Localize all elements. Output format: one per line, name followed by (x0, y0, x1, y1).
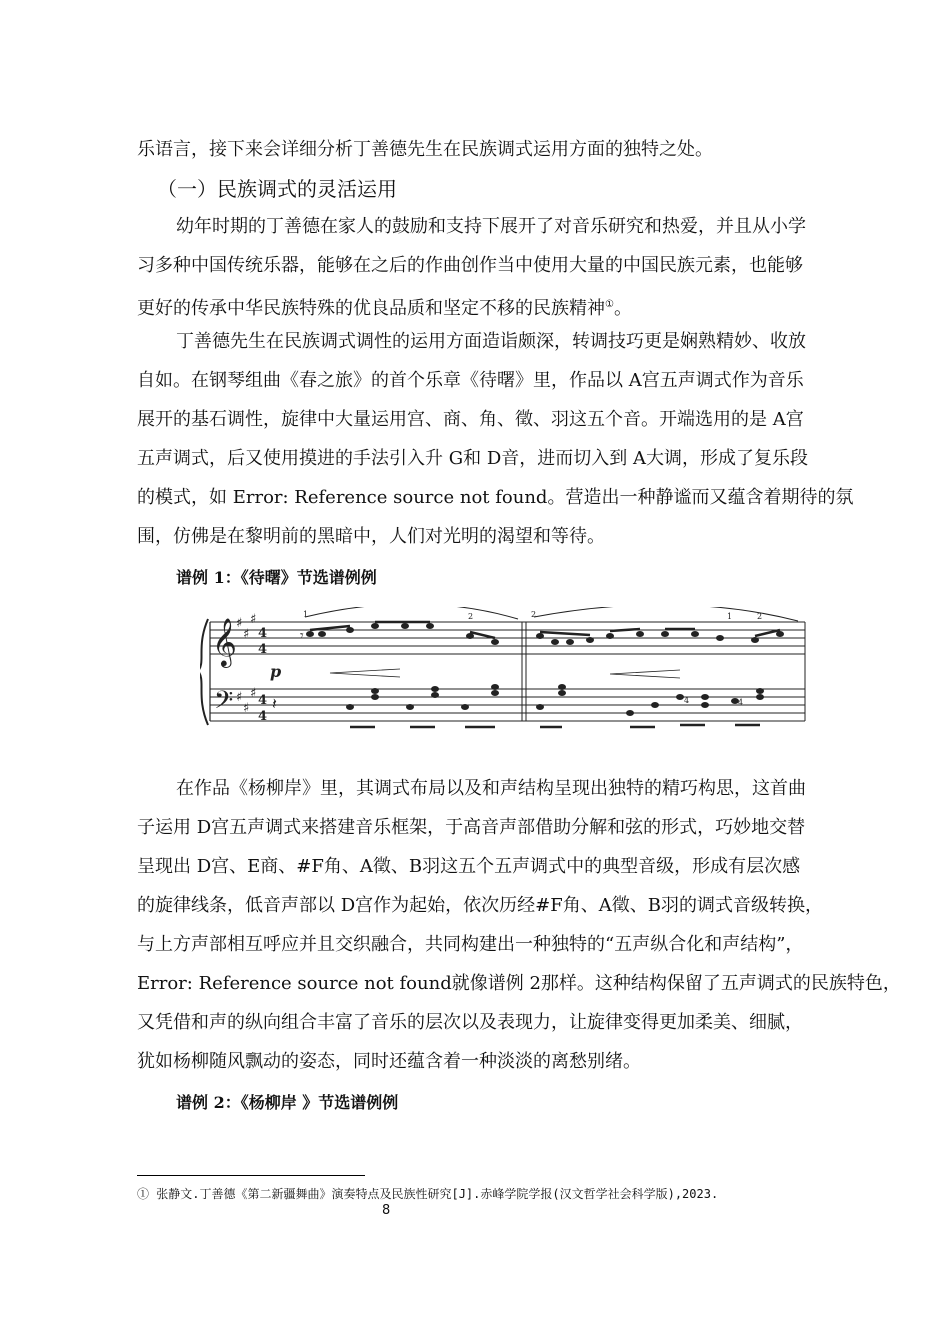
svg-text:4: 4 (258, 693, 268, 708)
paragraph-line: 乐语言，接下来会详细分析丁善德先生在民族调式运用方面的独特之处。 (137, 139, 713, 160)
footnote-rule (137, 1175, 365, 1176)
fingering: 1 (727, 612, 733, 621)
treble-clef-icon: 𝄞 (212, 617, 237, 666)
dynamic-marking: p (270, 662, 282, 681)
score-excerpt-image (200, 607, 810, 742)
paragraph-line: 在作品《杨柳岸》里，其调式布局以及和声结构呈现出独特的精巧构思，这首曲 (176, 778, 806, 799)
paragraph-line: 呈现出 D宫、E商、#F角、A徵、B羽这五个五声调式中的典型音级，形成有层次感 (137, 856, 801, 877)
fingering: 2 (757, 612, 763, 621)
rest: 𝄽 (272, 694, 277, 713)
paragraph-line: 的旋律线条，低音声部以 D宫作为起始，依次历经#F角、A徵、B羽的调式音级转换， (137, 895, 823, 916)
fingering: 2 (468, 612, 474, 621)
paragraph-line: 自如。在钢琴组曲《春之旅》的首个乐章《待曙》里，作品以 A宫五声调式作为音乐 (137, 370, 804, 391)
paragraph-line: 习多种中国传统乐器，能够在之后的作曲创作当中使用大量的中国民族元素，也能够 (137, 255, 803, 276)
rest: 𝄾 (300, 628, 304, 644)
svg-text:♯: ♯ (250, 686, 257, 701)
paragraph-line: 的模式，如 Error: Reference source not found。营造出一种静谧而又蕴含着期待的氛 (137, 487, 854, 508)
paragraph-line: 展开的基石调性，旋律中大量运用宫、商、角、徵、羽这五个音。开端选用的是 A宫 (137, 409, 804, 430)
svg-text:4: 4 (258, 709, 268, 724)
paragraph-line: 幼年时期的丁善德在家人的鼓励和支持下展开了对音乐研究和热爱，并且从小学 (176, 216, 806, 237)
fingering: 4 (684, 696, 690, 705)
footnote-mark: ① (137, 1187, 150, 1201)
svg-text:4: 4 (258, 642, 268, 657)
score-caption: 谱例 1：《待曙》节选谱例例 (176, 568, 377, 587)
decrescendo-hairpin (610, 670, 680, 678)
svg-text:♯: ♯ (236, 616, 243, 631)
footnote-ref[interactable]: ① (605, 299, 614, 310)
fingering: 1 (303, 610, 309, 619)
section-heading: （一）民族调式的灵活运用 (157, 177, 397, 201)
paragraph-line: 围，仿佛是在黎明前的黑暗中，人们对光明的渴望和等待。 (137, 526, 605, 547)
paragraph-line: Error: Reference source not found就像谱例 2那样。这种结构保留了五声调式的民族特色， (137, 973, 901, 994)
paragraph-text: 。 (613, 298, 632, 319)
fingering: 4 (738, 698, 744, 707)
bass-clef-icon: 𝄢 (214, 686, 234, 721)
paragraph-line: 又凭借和声的纵向组合丰富了音乐的层次以及表现力，让旋律变得更加柔美、细腻， (137, 1012, 803, 1033)
slur (305, 607, 518, 619)
fingering: 2 (531, 610, 537, 619)
svg-text:♯: ♯ (243, 701, 250, 716)
brace (200, 619, 208, 725)
paragraph-line: 子运用 D宫五声调式来搭建音乐框架，于高音声部借助分解和弦的形式，巧妙地交替 (137, 817, 806, 838)
footnote-text: 张静文.丁善德《第二新疆舞曲》演奏特点及民族性研究[J].赤峰学院学报(汉文哲学社会科学版),2023. (156, 1187, 719, 1201)
paragraph-line: 犹如杨柳随风飘动的姿态，同时还蕴含着一种淡淡的离愁别绪。 (137, 1051, 641, 1072)
paragraph-line: 与上方声部相互呼应并且交织融合，共同构建出一种独特的“五声纵合化和声结构”， (137, 934, 804, 955)
time-signature (258, 626, 267, 724)
paragraph-line: 丁善德先生在民族调式调性的运用方面造诣颇深，转调技巧更是娴熟精妙、收放 (176, 331, 806, 352)
treble-notes (306, 623, 784, 645)
paragraph-text: 更好的传承中华民族特殊的优良品质和坚定不移的民族精神 (137, 298, 605, 319)
svg-text:♯: ♯ (250, 612, 257, 627)
svg-text:♯: ♯ (243, 627, 250, 642)
crescendo-hairpin (330, 669, 400, 677)
bass-beams (350, 725, 760, 727)
svg-text:♯: ♯ (236, 690, 243, 705)
bass-staff (210, 689, 805, 721)
paragraph-line: 五声调式，后又使用摸进的手法引入升 G和 D音，进而切入到 A大调，形成了复乐段 (137, 448, 808, 469)
key-signature (236, 612, 256, 716)
footnote (137, 1185, 718, 1202)
page-number: 8 (382, 1203, 391, 1218)
score-caption: 谱例 2：《杨柳岸 》节选谱例例 (176, 1093, 399, 1112)
svg-text:4: 4 (258, 626, 268, 641)
